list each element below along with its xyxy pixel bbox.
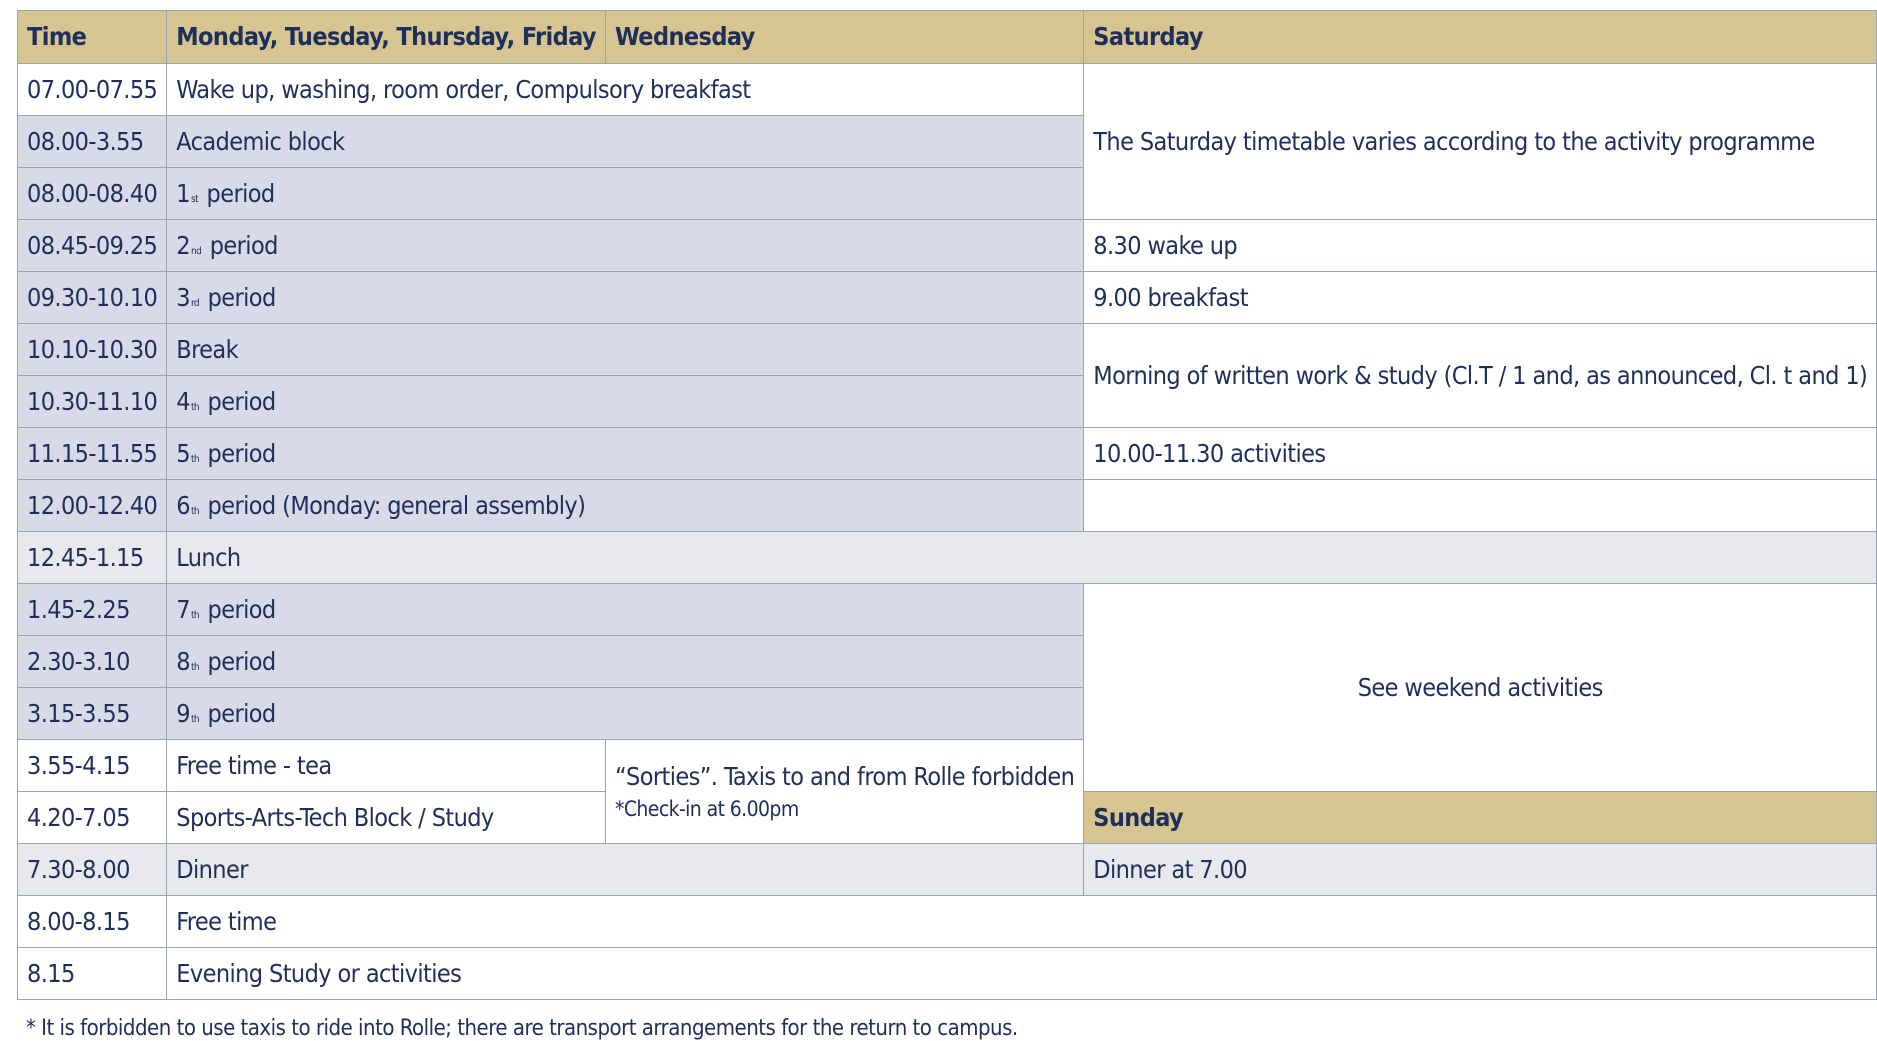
activity-cell: Break	[167, 324, 1084, 376]
time-cell: 10.10-10.30	[18, 324, 167, 376]
saturday-breakfast-cell: 9.00 breakfast	[1084, 272, 1877, 324]
activity-cell: Evening Study or activities	[167, 948, 1877, 1000]
period-number: 6	[176, 490, 190, 520]
header-sunday: Sunday	[1084, 792, 1877, 844]
table-row	[18, 532, 1877, 584]
ordinal-suffix: th	[190, 453, 200, 465]
sunday-dinner-cell: Dinner at 7.00	[1084, 844, 1877, 896]
time-cell: 8.00-8.15	[18, 896, 167, 948]
activity-cell: Free time	[167, 896, 1877, 948]
time-cell: 11.15-11.55	[18, 428, 167, 480]
period-number: 3	[176, 282, 190, 312]
activity-cell: Free time - tea	[167, 740, 606, 792]
time-cell: 1.45-2.25	[18, 584, 167, 636]
period-number: 1	[176, 178, 190, 208]
timetable	[17, 10, 1877, 1000]
footnote: * It is forbidden to use taxis to ride into Rolle; there are transport arrangements for the return to campus.	[26, 1016, 1018, 1041]
table-row	[18, 324, 1877, 376]
activity-cell	[167, 480, 1084, 532]
time-cell: 3.15-3.55	[18, 688, 167, 740]
activity-cell	[167, 688, 1084, 740]
table-row	[18, 844, 1877, 896]
sorties-text: “Sorties”. Taxis to and from Rolle forbidden	[614, 762, 1075, 791]
period-label: period	[201, 646, 276, 676]
activity-cell	[167, 220, 1084, 272]
activity-cell: Sports-Arts-Tech Block / Study	[167, 792, 606, 844]
ordinal-suffix: th	[190, 661, 200, 673]
table-row	[18, 584, 1877, 636]
ordinal-suffix: th	[190, 505, 200, 517]
ordinal-suffix: nd	[190, 245, 202, 257]
period-label: period	[201, 438, 276, 468]
wednesday-sorties-cell	[605, 740, 1083, 844]
activity-cell	[167, 636, 1084, 688]
table-row	[18, 896, 1877, 948]
activity-cell: Dinner	[167, 844, 1084, 896]
time-cell: 4.20-7.05	[18, 792, 167, 844]
table-row	[18, 272, 1877, 324]
activity-cell	[167, 376, 1084, 428]
saturday-varies-cell: The Saturday timetable varies according to the activity programme	[1084, 64, 1877, 220]
ordinal-suffix: st	[190, 193, 198, 205]
header-time: Time	[18, 11, 167, 64]
period-label: period	[201, 282, 276, 312]
activity-cell: Academic block	[167, 116, 1084, 168]
table-row	[18, 948, 1877, 1000]
period-label: period (Monday: general assembly)	[201, 490, 586, 520]
period-label: period	[201, 698, 276, 728]
time-cell: 08.00-08.40	[18, 168, 167, 220]
period-label: period	[201, 386, 276, 416]
ordinal-suffix: th	[190, 609, 200, 621]
table-row	[18, 428, 1877, 480]
ordinal-suffix: rd	[190, 297, 200, 309]
period-number: 5	[176, 438, 190, 468]
time-cell: 3.55-4.15	[18, 740, 167, 792]
table-row	[18, 64, 1877, 116]
saturday-morning-cell: Morning of written work & study (Cl.T / 1 and, as announced, Cl. t and 1)	[1084, 324, 1877, 428]
time-cell: 12.45-1.15	[18, 532, 167, 584]
period-number: 4	[176, 386, 190, 416]
period-label: period	[201, 594, 276, 624]
period-number: 7	[176, 594, 190, 624]
time-cell: 08.45-09.25	[18, 220, 167, 272]
activity-cell	[167, 272, 1084, 324]
time-cell: 7.30-8.00	[18, 844, 167, 896]
activity-cell	[167, 428, 1084, 480]
period-label: period	[200, 178, 275, 208]
activity-cell: Wake up, washing, room order, Compulsory breakfast	[167, 64, 1084, 116]
header-saturday: Saturday	[1084, 11, 1877, 64]
header-row	[18, 11, 1877, 64]
table-row	[18, 220, 1877, 272]
time-cell: 09.30-10.10	[18, 272, 167, 324]
activity-cell	[167, 168, 1084, 220]
ordinal-suffix: th	[190, 401, 200, 413]
saturday-activities-cell: 10.00-11.30 activities	[1084, 428, 1877, 480]
saturday-empty-cell	[1084, 480, 1877, 532]
saturday-weekend-cell: See weekend activities	[1084, 584, 1877, 792]
activity-cell	[167, 584, 1084, 636]
table-row	[18, 480, 1877, 532]
time-cell: 2.30-3.10	[18, 636, 167, 688]
period-number: 2	[176, 230, 190, 260]
time-cell: 8.15	[18, 948, 167, 1000]
ordinal-suffix: th	[190, 713, 200, 725]
time-cell: 07.00-07.55	[18, 64, 167, 116]
period-number: 8	[176, 646, 190, 676]
header-weekdays: Monday, Tuesday, Thursday, Friday	[167, 11, 606, 64]
header-wednesday: Wednesday	[605, 11, 1083, 64]
time-cell: 08.00-3.55	[18, 116, 167, 168]
time-cell: 10.30-11.10	[18, 376, 167, 428]
period-label: period	[203, 230, 278, 260]
time-cell: 12.00-12.40	[18, 480, 167, 532]
period-number: 9	[176, 698, 190, 728]
checkin-note: *Check-in at 6.00pm	[614, 797, 799, 821]
activity-cell: Lunch	[167, 532, 1877, 584]
saturday-wake-cell: 8.30 wake up	[1084, 220, 1877, 272]
